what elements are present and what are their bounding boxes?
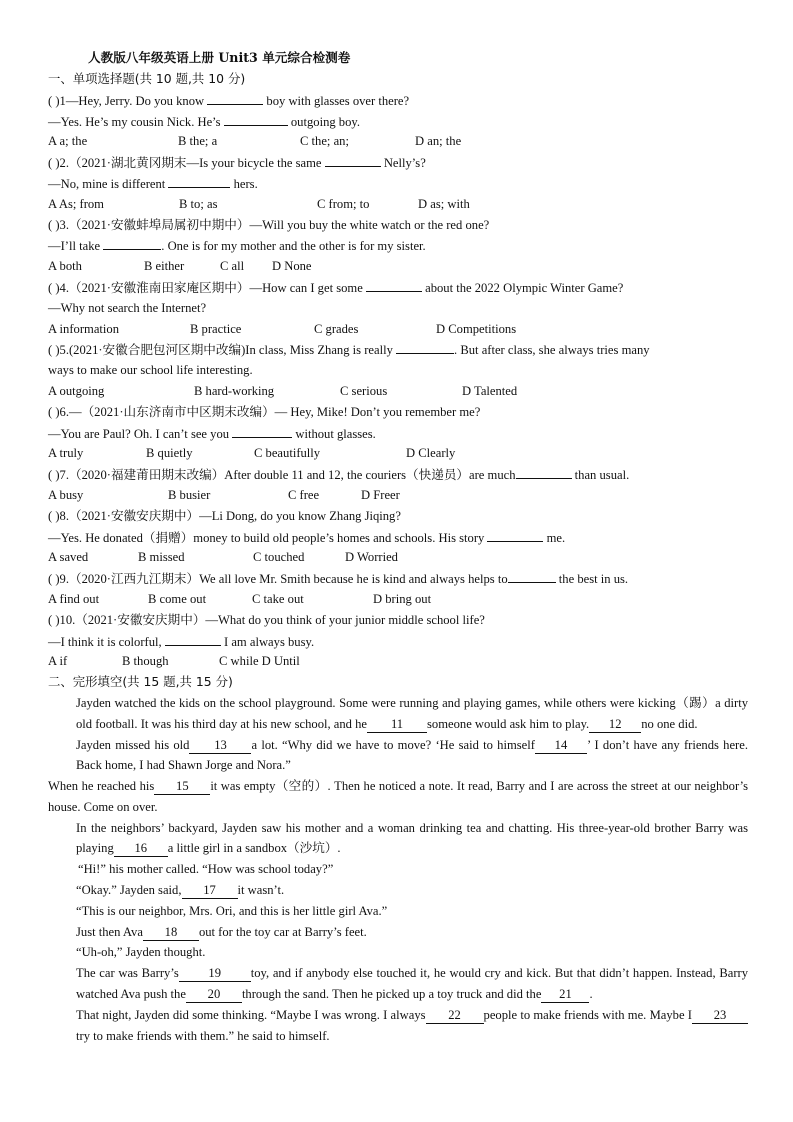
answer-blank[interactable]	[516, 464, 572, 479]
question-8-options	[48, 547, 748, 568]
option-a[interactable]: A saved	[48, 550, 89, 565]
cloze-paragraph-7: “This is our neighbor, Mrs. Ori, and this is her little girl Ava.”	[76, 903, 388, 918]
question-2-reply: —No, mine is different hers.	[48, 173, 748, 194]
question-10-options	[48, 651, 748, 672]
question-2-line: ( )2.（2021·湖北黄冈期末—Is your bicycle the same Nelly’s?	[48, 152, 748, 173]
option-c[interactable]: C free	[288, 487, 320, 502]
question-1-reply: —Yes. He’s my cousin Nick. He’s outgoing boy.	[48, 111, 748, 132]
option-a[interactable]: A a; the	[48, 134, 88, 149]
option-c[interactable]: C serious	[340, 383, 388, 398]
option-c[interactable]: C from; to	[317, 196, 370, 211]
option-b[interactable]: B missed	[138, 550, 185, 565]
option-d[interactable]: D as; with	[418, 196, 470, 211]
page-title: 人教版八年级英语上册 Unit3 单元综合检测卷	[88, 50, 351, 65]
option-d[interactable]: D Competitions	[436, 321, 517, 336]
question-4-line: ( )4.（2021·安徽淮南田家庵区期中）—How can I get some about the 2022 Olympic Winter Game?	[48, 277, 748, 298]
option-c[interactable]: C touched	[253, 550, 305, 565]
question-1-line: ( )1—Hey, Jerry. Do you know boy with glasses over there?	[48, 90, 748, 111]
cloze-paragraph-6: “Okay.” Jayden said, 17 it wasn’t.	[76, 883, 285, 898]
option-a[interactable]: A truly	[48, 446, 84, 461]
cloze-blank-11[interactable]: 11	[367, 717, 427, 733]
question-4-options	[48, 319, 748, 340]
question-6-reply: —You are Paul? Oh. I can’t see you without glasses.	[48, 423, 748, 444]
cloze-blank-21[interactable]: 21	[541, 987, 589, 1003]
worksheet-content	[48, 69, 748, 1046]
option-b[interactable]: B though	[122, 654, 169, 669]
cloze-paragraph-8: Just then Ava 18 out for the toy car at Barry’s feet.	[76, 924, 367, 939]
option-a[interactable]: A busy	[48, 487, 84, 502]
option-d[interactable]: D None	[272, 259, 312, 274]
option-b[interactable]: B the; a	[178, 134, 218, 149]
cloze-paragraph-10: The car was Barry’s 19 toy, and if anybody else touched it, he would cry and kick. But that didn’t happen. Instead, Barry watched Ava push the 20 through the sand. Then he picked up a toy truck and did the 21 .	[76, 966, 748, 1002]
answer-blank[interactable]	[103, 235, 161, 250]
question-3-reply: —I’ll take . One is for my mother and the other is for my sister.	[48, 235, 748, 256]
cloze-paragraph-1: Jayden watched the kids on the school playground. Some were running and playing games, while others were kicking（踢）a dirty old football. It was his third day at his new school, and he 11 someone would ask him to play. 12 no one did.	[76, 695, 748, 731]
option-a[interactable]: A find out	[48, 591, 100, 606]
option-b[interactable]: B quietly	[146, 446, 193, 461]
option-a[interactable]: A As; from	[48, 196, 104, 211]
option-b[interactable]: B hard-working	[194, 383, 275, 398]
cloze-blank-19[interactable]: 19	[179, 966, 251, 982]
answer-blank[interactable]	[165, 631, 221, 646]
section-heading-single-choice: 一、单项选择题(共 10 题,共 10 分)	[48, 71, 246, 86]
question-9-line: ( )9.（2020·江西九江期末）We all love Mr. Smith because he is kind and always helps to the best in us.	[48, 568, 748, 589]
cloze-blank-18[interactable]: 18	[143, 925, 199, 941]
cloze-paragraph-2: Jayden missed his old 13 a lot. “Why did we have to move? ‘He said to himself 14 ’ I don’t have any friends here. Back home, I had Shawn Jorge and Nora.”	[76, 737, 748, 773]
answer-blank[interactable]	[168, 173, 230, 188]
option-c[interactable]: C beautifully	[254, 446, 321, 461]
question-5-options	[48, 381, 748, 402]
option-b[interactable]: B busier	[168, 487, 211, 502]
question-3-options	[48, 256, 748, 277]
cloze-blank-17[interactable]: 17	[182, 883, 238, 899]
cloze-blank-23[interactable]: 23	[692, 1008, 748, 1024]
cloze-paragraph-4: In the neighbors’ backyard, Jayden saw his mother and a woman drinking tea and chatting. His three-year-old brother Barry was playing 16 a little girl in a sandbox（沙坑）.	[76, 820, 748, 856]
answer-blank[interactable]	[366, 277, 422, 292]
question-9-options	[48, 589, 748, 610]
option-d[interactable]: D Freer	[361, 487, 400, 502]
question-1-options	[48, 131, 748, 152]
option-a[interactable]: A outgoing	[48, 383, 105, 398]
option-d[interactable]: D bring out	[373, 591, 432, 606]
answer-blank[interactable]	[224, 111, 288, 126]
option-b[interactable]: B practice	[190, 321, 242, 336]
option-d[interactable]: D Clearly	[406, 446, 456, 461]
answer-blank[interactable]	[396, 339, 454, 354]
option-d[interactable]: D Worried	[345, 550, 398, 565]
cloze-blank-12[interactable]: 12	[589, 717, 641, 733]
option-b[interactable]: B to; as	[179, 196, 218, 211]
option-c[interactable]: C take out	[252, 591, 304, 606]
cloze-blank-20[interactable]: 20	[186, 987, 242, 1003]
question-8-line: ( )8.（2021·安徽安庆期中）—Li Dong, do you know Zhang Jiqing?	[48, 508, 401, 523]
cloze-blank-22[interactable]: 22	[426, 1008, 484, 1024]
option-c[interactable]: C grades	[314, 321, 359, 336]
question-6-options	[48, 443, 748, 464]
question-8-reply: —Yes. He donated（捐赠）money to build old people’s homes and schools. His story me.	[48, 527, 748, 548]
cloze-paragraph-3: When he reached his 15 it was empty（空的）. Then he noticed a note. It read, Barry and I are across the street at our neighbor’s house. Come on over.	[48, 779, 749, 814]
option-c[interactable]: C the; an;	[300, 134, 349, 149]
answer-blank[interactable]	[487, 527, 543, 542]
option-a[interactable]: A information	[48, 321, 120, 336]
cloze-blank-14[interactable]: 14	[535, 738, 587, 754]
question-3-line: ( )3.（2021·安徽蚌埠局属初中期中）—Will you buy the white watch or the red one?	[48, 217, 490, 232]
option-a[interactable]: A both	[48, 259, 82, 274]
answer-blank[interactable]	[232, 423, 292, 438]
option-b[interactable]: B either	[144, 259, 185, 274]
cloze-paragraph-11: That night, Jayden did some thinking. “Maybe I was wrong. I always 22 people to make friends with me. Maybe I 23try to make friends with them.” he said to himself.	[48, 1005, 748, 1047]
option-c-d[interactable]: C while D Until	[219, 654, 300, 669]
option-c[interactable]: C all	[220, 259, 245, 274]
question-5-line-cont: ways to make our school life interesting.	[48, 363, 253, 378]
option-d[interactable]: D Talented	[462, 383, 518, 398]
cloze-paragraph-5: “Hi!” his mother called. “How was school today?”	[78, 862, 334, 877]
question-4-reply: —Why not search the Internet?	[48, 300, 207, 315]
cloze-blank-16[interactable]: 16	[114, 841, 168, 857]
question-7-line: ( )7.（2020·福建莆田期末改编）After double 11 and 12, the couriers（快递员）are much than usual.	[48, 464, 748, 485]
cloze-paragraph-9: “Uh-oh,” Jayden thought.	[76, 945, 206, 960]
option-a[interactable]: A if	[48, 654, 68, 669]
answer-blank[interactable]	[207, 90, 263, 105]
answer-blank[interactable]	[325, 152, 381, 167]
cloze-blank-15[interactable]: 15	[154, 779, 210, 795]
question-5-line: ( )5.(2021·安徽合肥包河区期中改编)In class, Miss Zhang is really . But after class, she always tries many	[48, 339, 748, 360]
question-7-options	[48, 485, 748, 506]
cloze-blank-13[interactable]: 13	[189, 738, 251, 754]
question-10-reply: —I think it is colorful, I am always busy.	[48, 631, 748, 652]
option-d[interactable]: D an; the	[415, 134, 462, 149]
answer-blank[interactable]	[508, 568, 556, 583]
option-b[interactable]: B come out	[148, 591, 207, 606]
section-heading-cloze: 二、完形填空(共 15 题,共 15 分)	[48, 674, 233, 690]
question-2-options	[48, 194, 748, 215]
question-10-line: ( )10.（2021·安徽安庆期中）—What do you think of your junior middle school life?	[48, 612, 485, 627]
question-6-line: ( )6.—（2021·山东济南市中区期末改编）— Hey, Mike! Don’t you remember me?	[48, 404, 481, 419]
